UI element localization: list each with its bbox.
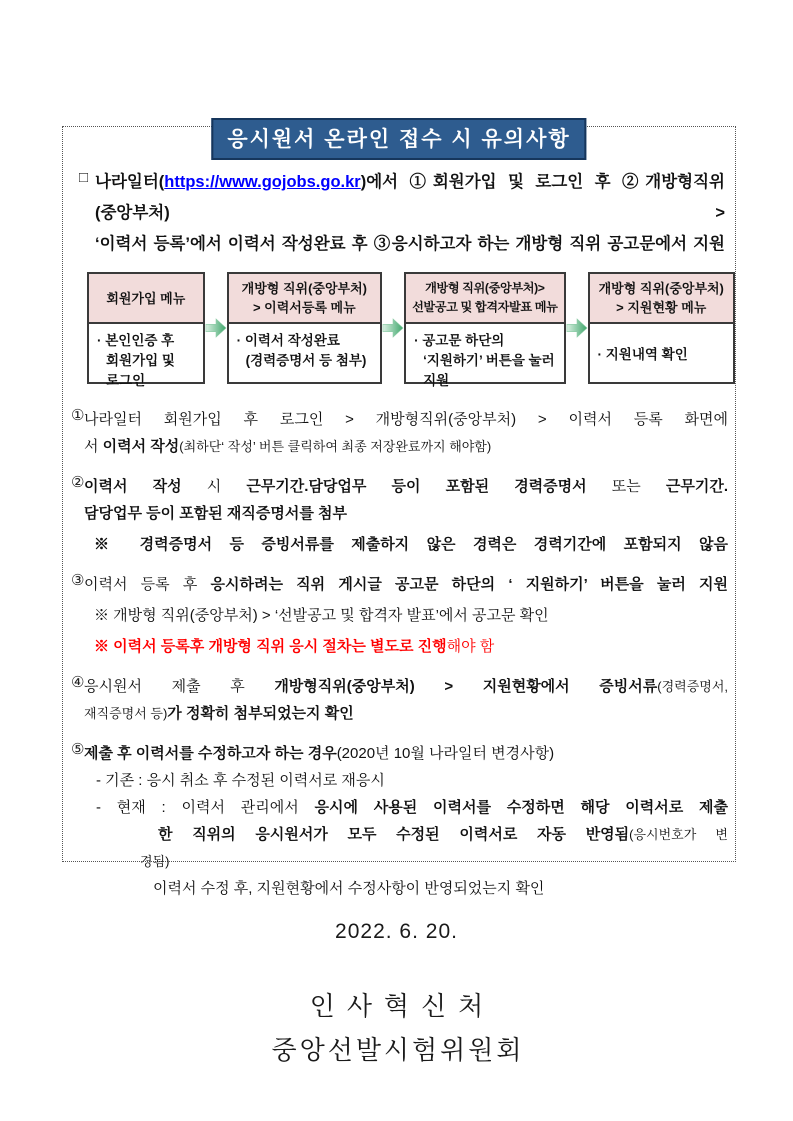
- text-segment: 담당업무 등이 포함된 재직증명서를 첨부: [84, 505, 348, 522]
- flow-arrow-icon: [382, 316, 404, 340]
- flow-arrow-icon: [205, 316, 227, 340]
- org-name-ministry: 인사혁신처: [309, 991, 496, 1021]
- flow-step-body: [406, 324, 563, 395]
- text-segment: - 기존 : 응시 취소 후 수정된 이력서로 재응시: [96, 772, 385, 789]
- item-number-icon: ③: [71, 572, 85, 589]
- flow-step-header-line: 개방형 직위(중앙부처): [598, 281, 724, 296]
- text-line: [84, 673, 728, 700]
- notice-box: [62, 126, 736, 897]
- text-segment: 시: [181, 478, 247, 495]
- text-segment: - 현재 : 이력서 관리에서: [96, 799, 315, 816]
- bullet-icon: ·: [414, 333, 423, 348]
- org-name-committee: 중앙선발시험위원회: [271, 1035, 525, 1065]
- text-line: [84, 740, 728, 767]
- bullet-icon: ·: [236, 333, 245, 348]
- flow-step-bullet-item: [237, 331, 377, 371]
- text-segment: 나라일터 회원가입 후 로그인 > 개방형직위(중앙부처) > 이력서 등록 화면에: [84, 411, 728, 428]
- intro-text: [95, 167, 725, 260]
- flow-arrow: [382, 272, 404, 384]
- text-line: [84, 500, 728, 527]
- flow-step-header-line: 회원가입 메뉴: [106, 290, 186, 306]
- flow-step-1: [87, 272, 205, 388]
- text-segment: 이력서 수정 후, 지원현황에서 수정사항이 반영되었는지 확인: [153, 880, 545, 897]
- flow-step-header: [406, 274, 563, 324]
- footer: [0, 920, 793, 1067]
- flow-arrow-icon: [566, 316, 588, 340]
- text-segment: 제출 후 이력서를 수정하고자 하는 경우: [84, 745, 337, 762]
- item-number-icon: ①: [71, 407, 85, 424]
- text-segment: (경력증명서,: [657, 679, 728, 694]
- text-line: [95, 167, 725, 229]
- text-segment: 근무기간.담당업무 등이 포함된 경력증명서: [246, 478, 587, 495]
- text-segment: 가 정확히 첨부되었는지 확인: [167, 705, 354, 722]
- note-item: [71, 673, 728, 727]
- flow-step-body-text: 공고문 하단의 ‘지원하기’ 버튼을 눌러 지원: [422, 333, 555, 388]
- flow-step-header-line: > 지원현황 메뉴: [616, 300, 707, 315]
- flow-step-bullet-item: [414, 331, 560, 391]
- text-line: [84, 633, 728, 660]
- flow-step-header: [229, 274, 380, 324]
- notice-title: 응시원서 온라인 접수 시 유의사항: [211, 118, 586, 160]
- text-segment: )에서 ①회원가입 및 로그인 후 ②개방형직위(중앙부처) >: [95, 173, 725, 222]
- text-line: [95, 229, 725, 260]
- text-segment: 한 직위의 응시원서가 모두 수정된 이력서로 자동 반영됨: [158, 826, 630, 843]
- text-line: [84, 875, 728, 902]
- text-segment: ※ 개방형 직위(중앙부처) > ‘선발공고 및 합격자 발표’에서 공고문 확인: [94, 607, 549, 624]
- text-segment: ※ 이력서 등록후 개방형 직위 응시 절차는 별도로 진행: [94, 638, 447, 655]
- note-item: [71, 571, 729, 660]
- text-segment: 개방형직위(중앙부처) > 지원현황에서 증빙서류: [274, 678, 658, 695]
- text-segment: 경됨): [140, 854, 170, 869]
- text-segment: 재직증명서 등): [84, 706, 168, 721]
- text-line: [84, 571, 728, 598]
- flow-step-2: [227, 272, 382, 384]
- flow-step-4: [588, 272, 736, 384]
- process-flow: [87, 272, 735, 388]
- text-line: [84, 700, 728, 727]
- notes-list: [63, 406, 731, 902]
- item-number-icon: ②: [71, 474, 85, 491]
- flow-step-body-text: 지원내역 확인: [605, 346, 688, 362]
- text-segment: (응시번호가 변: [629, 827, 728, 842]
- text-line: [84, 767, 728, 794]
- text-segment: 응시에 사용된 이력서를 수정하면 해당 이력서로 제출: [314, 799, 728, 816]
- flow-step-header-line: 개방형 직위(중앙부처): [241, 281, 367, 296]
- flow-step-bullet-item: [598, 345, 731, 365]
- flow-arrow: [566, 272, 588, 384]
- bullet-icon: ·: [97, 333, 106, 348]
- text-line: [84, 848, 728, 875]
- flow-step-header-line: > 이력서등록 메뉴: [252, 300, 356, 315]
- text-line: [84, 406, 728, 433]
- text-segment: 응시원서 제출 후: [84, 678, 275, 695]
- text-segment: (2020년 10월 나라일터 변경사항): [336, 745, 555, 762]
- text-segment: (최하단‘ 작성’ 버튼 클릭하여 최종 저장완료까지 해야함): [179, 439, 492, 454]
- text-line: [84, 531, 728, 558]
- text-segment: 또는: [586, 478, 666, 495]
- text-segment: 해야 함: [446, 638, 495, 655]
- text-segment: 이력서 작성: [84, 478, 182, 495]
- text-segment: 근무기간.: [665, 478, 729, 495]
- text-segment: ‘이력서 등록’에서 이력서 작성완료 후 ③응시하고자 하는 개방형 직위 공고문에서 지원: [95, 235, 725, 253]
- text-segment: 이력서 등록 후: [84, 576, 211, 593]
- text-segment: 서: [84, 438, 103, 455]
- flow-step-body: [229, 324, 380, 382]
- flow-step-3: [404, 272, 565, 388]
- flow-step-body-text: 본인인증 후 회원가입 및 로그인: [105, 333, 175, 388]
- document-date: 2022. 6. 20.: [335, 920, 458, 943]
- note-item: [71, 740, 728, 902]
- flow-arrow: [205, 272, 227, 384]
- note-item: [71, 406, 728, 460]
- text-segment: 이력서 작성: [102, 438, 180, 455]
- gojobs-url-link[interactable]: https://www.gojobs.go.kr: [164, 173, 361, 191]
- note-item: [71, 473, 729, 558]
- flow-step-header: [89, 274, 203, 324]
- checkbox-bullet-icon: □: [79, 169, 89, 186]
- flow-step-body: [590, 324, 734, 382]
- flow-step-header: [590, 274, 734, 324]
- text-line: [84, 794, 728, 821]
- intro-paragraph: [63, 167, 729, 260]
- text-line: [84, 821, 728, 848]
- text-segment: 나라일터(: [95, 173, 165, 191]
- flow-step-body: [89, 324, 203, 395]
- text-line: [84, 602, 728, 629]
- flow-step-header-line: 개방형 직위(중앙부처)>: [425, 281, 545, 295]
- text-line: [84, 433, 728, 460]
- text-segment: 응시하려는 직위 게시글 공고문 하단의 ‘ 지원하기’ 버튼을 눌러 지원: [210, 576, 729, 593]
- item-number-icon: ④: [71, 674, 85, 691]
- text-line: [84, 473, 728, 500]
- flow-step-bullet-item: [97, 331, 200, 391]
- flow-step-header-line: 선발공고 및 합격자발표 메뉴: [412, 300, 558, 314]
- bullet-icon: ·: [597, 346, 606, 362]
- flow-step-body-text: 이력서 작성완료 (경력증명서 등 첨부): [244, 333, 367, 368]
- text-segment: ※ 경력증명서 등 증빙서류를 제출하지 않은 경력은 경력기간에 포함되지 않음: [94, 536, 728, 553]
- item-number-icon: ⑤: [71, 741, 85, 758]
